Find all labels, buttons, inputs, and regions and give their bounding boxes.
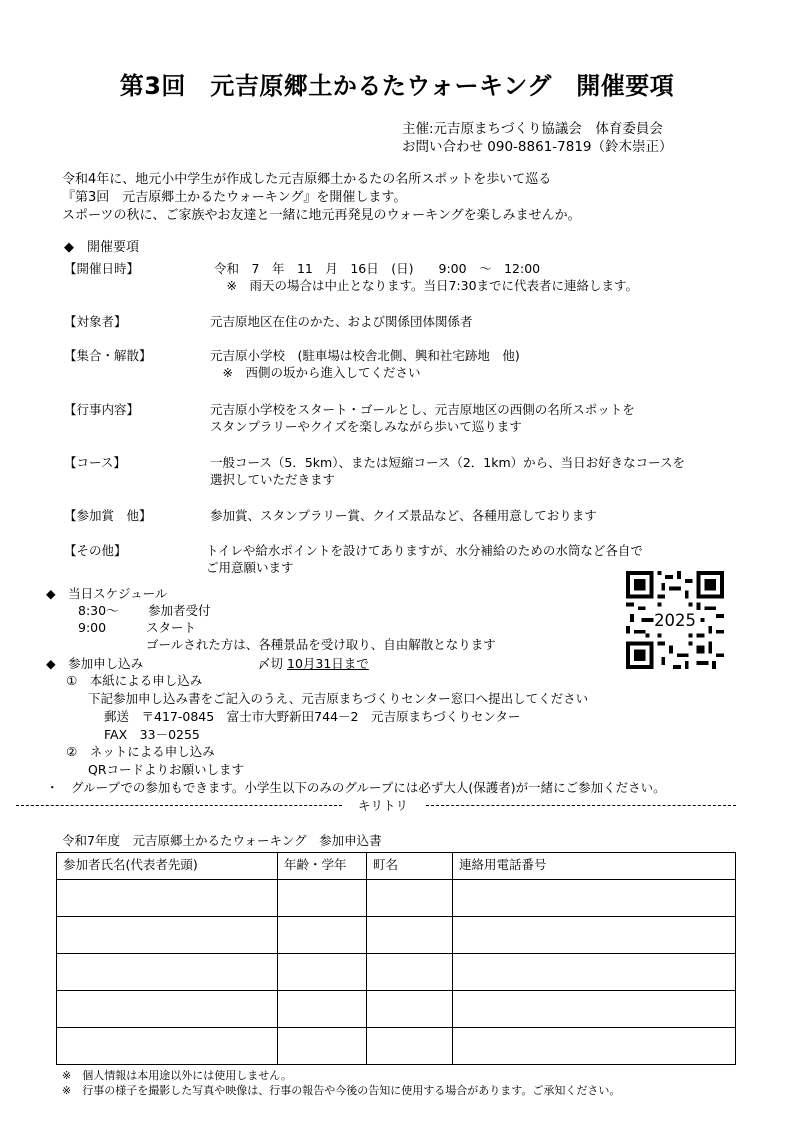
phone-field[interactable] bbox=[453, 1028, 736, 1065]
intro-line: 令和4年に、地元小中学生が作成した元吉原郷土かるたの名所スポットを歩いて巡る bbox=[62, 172, 552, 187]
deadline bbox=[258, 655, 369, 672]
organizer-contact: お問い合わせ 090-8861-7819（鈴木崇正） bbox=[402, 139, 673, 155]
footnote: ※ 行事の様子を撮影した写真や映像は、行事の報告や今後の告知に使用する場合があります。ご承知ください。 bbox=[62, 1084, 621, 1097]
course-line: 選択していただきます bbox=[210, 472, 336, 487]
method2-text: QRコードよりお願いします bbox=[88, 762, 245, 777]
town-field[interactable] bbox=[367, 991, 453, 1028]
date-line: 令和 7 年 11 月 16日 (日) 9:00 ～ 12:00 bbox=[214, 261, 541, 276]
overview-label-course: 【コース】 bbox=[64, 455, 126, 470]
prize-line: 参加賞、スタンプラリー賞、クイズ景品など、各種用意しております bbox=[210, 508, 597, 523]
name-field[interactable] bbox=[57, 991, 278, 1028]
application-heading: ◆ 参加申し込み bbox=[46, 656, 144, 671]
group-note: ・ グループでの参加もできます。小学生以下のみのグループには必ず大人(保護者)が一緒にご参加ください。 bbox=[46, 780, 666, 795]
footnote: ※ 個人情報は本用途以外には使用しません。 bbox=[62, 1069, 292, 1082]
overview-label-prize: 【参加賞 他】 bbox=[64, 508, 152, 523]
intro-text bbox=[62, 171, 581, 225]
form-row bbox=[57, 1028, 736, 1065]
content-line: 元吉原小学校をスタート・ゴールとし、元吉原地区の西側の名所スポットを bbox=[210, 402, 635, 417]
method1-title: ① 本紙による申し込み bbox=[66, 673, 203, 688]
target-line: 元吉原地区在住のかた、および関係団体関係者 bbox=[210, 314, 473, 329]
schedule-time: 8:30～ bbox=[78, 603, 119, 618]
schedule-event: スタート bbox=[146, 620, 197, 635]
cut-label: キリトリ bbox=[358, 798, 409, 813]
other-line: ご用意願います bbox=[206, 560, 294, 575]
overview-label-meeting: 【集合・解散】 bbox=[64, 348, 152, 363]
phone-field[interactable] bbox=[453, 880, 736, 917]
overview-value-other bbox=[206, 542, 643, 576]
course-line: 一般コース（5．5km）、または短縮コース（2．1km）から、当日お好きなコースを bbox=[210, 455, 686, 470]
fax-number: FAX 33－0255 bbox=[104, 727, 200, 742]
overview-label-content: 【行事内容】 bbox=[64, 402, 140, 417]
intro-line: スポーツの秋に、ご家族やお友達と一緒に地元再発見のウォーキングを楽しみませんか。 bbox=[62, 208, 581, 223]
age-field[interactable] bbox=[278, 1028, 367, 1065]
age-field[interactable] bbox=[278, 954, 367, 991]
header-age-grade: 年齢・学年 bbox=[278, 853, 367, 880]
header-town: 町名 bbox=[367, 853, 453, 880]
header-name: 参加者氏名(代表者先頭) bbox=[57, 853, 278, 880]
schedule-time: 9:00 bbox=[78, 620, 107, 635]
town-field[interactable] bbox=[367, 917, 453, 954]
form-row bbox=[57, 991, 736, 1028]
cut-line-right bbox=[426, 805, 736, 806]
overview-heading: ◆ 開催要項 bbox=[64, 240, 139, 255]
schedule-note: ゴールされた方は、各種景品を受け取り、自由解散となります bbox=[146, 637, 496, 652]
organizer-host: 主催:元吉原まちづくり協議会 体育委員会 bbox=[402, 121, 663, 137]
name-field[interactable] bbox=[57, 1028, 278, 1065]
footnotes bbox=[62, 1068, 620, 1098]
phone-field[interactable] bbox=[453, 917, 736, 954]
overview-value-content bbox=[210, 401, 635, 435]
town-field[interactable] bbox=[367, 954, 453, 991]
content-line: スタンプラリーやクイズを楽しみながら歩いて巡ります bbox=[210, 419, 522, 434]
meeting-note: ※ 西側の坂から進入してください bbox=[210, 365, 421, 380]
rain-note: ※ 雨天の場合は中止となります。当日7:30までに代表者に連絡します。 bbox=[214, 278, 639, 293]
form-row bbox=[57, 954, 736, 991]
age-field[interactable] bbox=[278, 991, 367, 1028]
form-header-row bbox=[57, 853, 736, 880]
application-form-table bbox=[56, 852, 736, 1065]
qr-label: 2025 bbox=[654, 610, 696, 630]
other-line: トイレや給水ポイントを設けてありますが、水分補給のための水筒など各自で bbox=[206, 543, 643, 558]
name-field[interactable] bbox=[57, 917, 278, 954]
phone-field[interactable] bbox=[453, 991, 736, 1028]
deadline-date: 10月31日まで bbox=[287, 656, 369, 671]
cut-line-left bbox=[16, 805, 342, 806]
town-field[interactable] bbox=[367, 1028, 453, 1065]
overview-value-target bbox=[210, 313, 473, 330]
header-phone: 連絡用電話番号 bbox=[453, 853, 736, 880]
meeting-line: 元吉原小学校 (駐車場は校舎北側、興和社宅跡地 他) bbox=[210, 348, 520, 363]
method2-title: ② ネットによる申し込み bbox=[66, 744, 215, 759]
overview-value-meeting bbox=[210, 347, 520, 381]
schedule-event: 参加者受付 bbox=[148, 603, 211, 618]
phone-field[interactable] bbox=[453, 954, 736, 991]
overview-value-prize bbox=[210, 507, 597, 524]
deadline-prefix: 〆切 bbox=[258, 656, 284, 671]
name-field[interactable] bbox=[57, 954, 278, 991]
name-field[interactable] bbox=[57, 880, 278, 917]
age-field[interactable] bbox=[278, 917, 367, 954]
form-title: 令和7年度 元吉原郷土かるたウォーキング 参加申込書 bbox=[62, 833, 382, 848]
page-title: 第3回 元吉原郷土かるたウォーキング 開催要項 bbox=[119, 72, 675, 100]
town-field[interactable] bbox=[367, 880, 453, 917]
qr-code-icon[interactable] bbox=[626, 571, 724, 669]
intro-line: 『第3回 元吉原郷土かるたウォーキング』を開催します。 bbox=[62, 190, 407, 205]
schedule-heading: ◆ 当日スケジュール bbox=[46, 586, 168, 601]
age-field[interactable] bbox=[278, 880, 367, 917]
overview-value-course bbox=[210, 454, 685, 488]
organizer-block bbox=[402, 120, 673, 156]
form-row bbox=[57, 880, 736, 917]
form-row bbox=[57, 917, 736, 954]
overview-label-date: 【開催日時】 bbox=[64, 261, 140, 276]
method1-text: 下記参加申し込み書をご記入のうえ、元吉原まちづくりセンター窓口へ提出してください bbox=[88, 691, 589, 706]
overview-value-date bbox=[214, 260, 638, 294]
mail-address: 郵送 〒417-0845 富士市大野新田744－2 元吉原まちづくりセンター bbox=[104, 709, 521, 724]
overview-label-other: 【その他】 bbox=[64, 543, 127, 558]
overview-label-target: 【対象者】 bbox=[64, 314, 127, 329]
